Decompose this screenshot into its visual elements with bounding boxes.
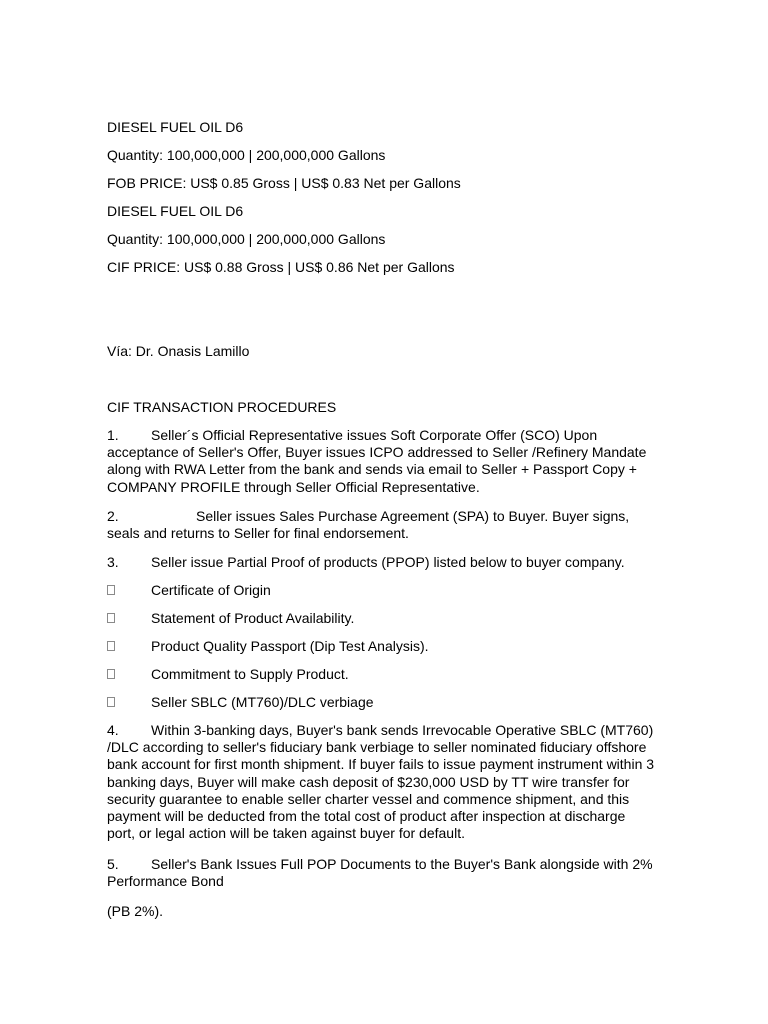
step-2-number: 2. xyxy=(107,508,119,524)
step-3 xyxy=(107,554,655,571)
step-5 xyxy=(107,856,655,890)
bullet-item xyxy=(107,638,607,655)
step-4-number: 4. xyxy=(107,722,119,738)
bullet-placeholder-icon xyxy=(107,613,115,623)
step-4 xyxy=(107,722,655,843)
step-4-line1: Within 3-banking days, Buyer's bank sends Irrevocable Operative SBLC (MT760) xyxy=(151,722,654,738)
product-name-1: DIESEL FUEL OIL D6 xyxy=(107,119,244,135)
bullet-placeholder-icon xyxy=(107,641,115,651)
step-1-number: 1. xyxy=(107,427,119,443)
bullet-placeholder-icon xyxy=(107,585,115,595)
step-5-line1: Seller's Bank Issues Full POP Documents to the Buyer's Bank alongside with 2% xyxy=(151,856,653,872)
step-5-number: 5. xyxy=(107,856,119,872)
bullet-placeholder-icon xyxy=(107,669,115,679)
step-2 xyxy=(107,508,655,542)
bullet-text: Seller SBLC (MT760)/DLC verbiage xyxy=(151,694,374,710)
product-name-2: DIESEL FUEL OIL D6 xyxy=(107,203,244,219)
bullet-item xyxy=(107,582,607,599)
bullet-text: Product Quality Passport (Dip Test Analysis). xyxy=(151,638,429,654)
bullet-text: Certificate of Origin xyxy=(151,582,271,598)
step-5-rest: Performance Bond xyxy=(107,873,224,889)
step-2-line1: Seller issues Sales Purchase Agreement (SPA) to Buyer. Buyer signs, xyxy=(196,508,630,524)
bullet-item xyxy=(107,610,607,627)
cif-price: CIF PRICE: US$ 0.88 Gross | US$ 0.86 Net per Gallons xyxy=(107,259,455,275)
bullet-item xyxy=(107,666,607,683)
procedures-title: CIF TRANSACTION PROCEDURES xyxy=(107,399,337,415)
step-4-rest: /DLC according to seller's fiduciary bank verbiage to seller nominated fiduciary offshore bank account for first month shipment. If buyer fails to issue payment instrument within 3 banking days, Buyer will make cash deposit of $230,000 USD by TT wire transfer for security guarantee to enable seller charter vessel and commence shipment, and this payment will be deducted from the total cost of product after inspection at discharge port, or legal action will be taken against buyer for default. xyxy=(107,739,655,842)
step-1-line1: Seller´s Official Representative issues Soft Corporate Offer (SCO) Upon xyxy=(151,427,598,443)
step-3-line1: Seller issue Partial Proof of products (PPOP) listed below to buyer company. xyxy=(151,554,625,570)
bullet-text: Commitment to Supply Product. xyxy=(151,666,349,682)
bullet-placeholder-icon xyxy=(107,697,115,707)
step-2-rest: seals and returns to Seller for final endorsement. xyxy=(107,525,409,541)
quantity-1: Quantity: 100,000,000 | 200,000,000 Gallons xyxy=(107,147,386,163)
bullet-text: Statement of Product Availability. xyxy=(151,610,355,626)
step-1 xyxy=(107,427,655,496)
closing-line: (PB 2%). xyxy=(107,903,164,919)
quantity-2: Quantity: 100,000,000 | 200,000,000 Gallons xyxy=(107,231,386,247)
bullet-item xyxy=(107,694,607,711)
step-1-rest: acceptance of Seller's Offer, Buyer issues ICPO addressed to Seller /Refinery Mandate along with RWA Letter from the bank and sends via email to Seller + Passport Copy + COMPANY PROFILE through Seller Official Representative. xyxy=(107,444,647,495)
via-line: Vía: Dr. Onasis Lamillo xyxy=(107,343,250,359)
fob-price: FOB PRICE: US$ 0.85 Gross | US$ 0.83 Net per Gallons xyxy=(107,175,461,191)
step-3-number: 3. xyxy=(107,554,119,570)
